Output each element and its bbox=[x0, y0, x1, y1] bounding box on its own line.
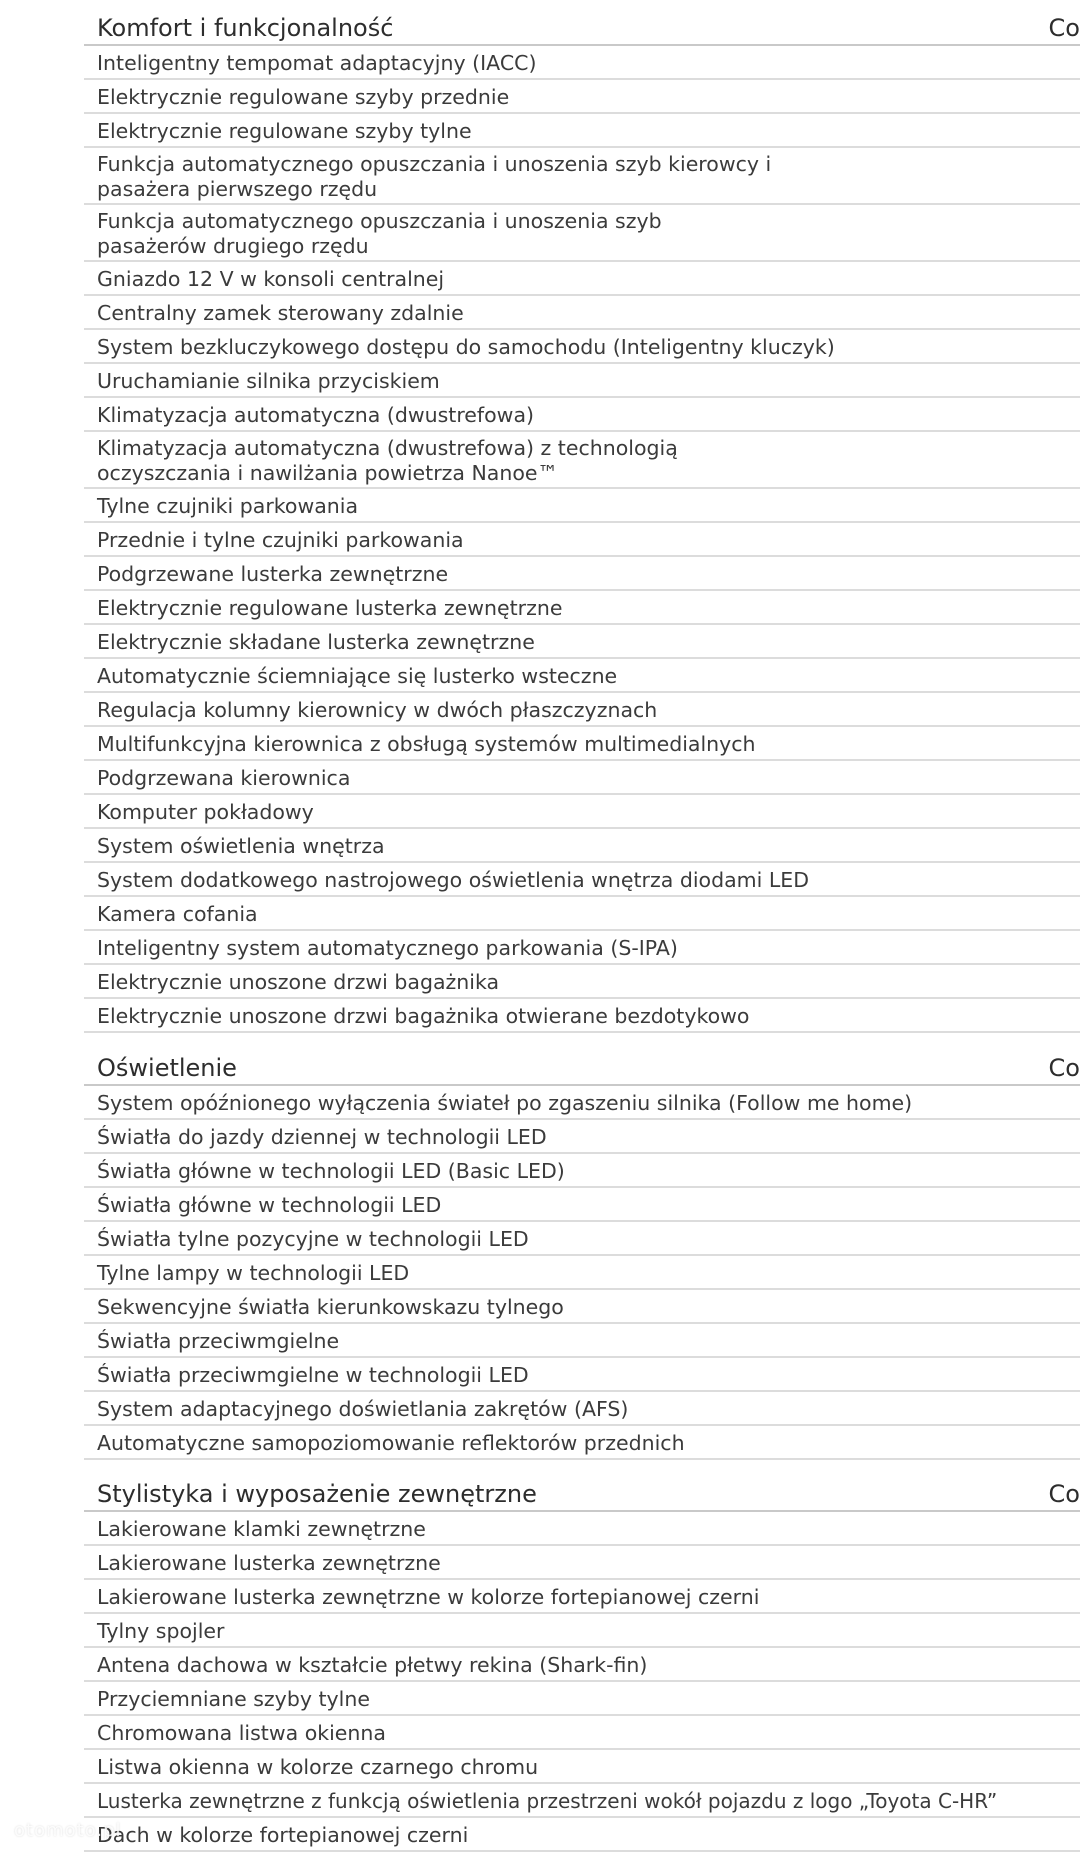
section-header bbox=[84, 1052, 1080, 1086]
list-item: Światła tylne pozycyjne w technologii LED bbox=[84, 1222, 1080, 1256]
section-comfort bbox=[84, 12, 1080, 1033]
watermark-text: otomoto.pl bbox=[14, 1820, 122, 1841]
list-item: Elektrycznie regulowane szyby przednie bbox=[84, 80, 1080, 114]
column-header: Co bbox=[1048, 1054, 1080, 1082]
feature-list bbox=[84, 1512, 1080, 1852]
list-item: Światła do jazdy dziennej w technologii LED bbox=[84, 1120, 1080, 1154]
list-item: Elektrycznie unoszone drzwi bagażnika bbox=[84, 965, 1080, 999]
list-item: Tylne czujniki parkowania bbox=[84, 489, 1080, 523]
section-title: Oświetlenie bbox=[97, 1054, 237, 1082]
list-item: Tylny spojler bbox=[84, 1614, 1080, 1648]
list-item: Lusterka zewnętrzne z funkcją oświetlenia przestrzeni wokół pojazdu z logo „Toyota C-HR” bbox=[84, 1784, 1080, 1818]
list-item: Klimatyzacja automatyczna (dwustrefowa) z technologią oczyszczania i nawilżania powietrza Nanoe™ bbox=[84, 432, 1080, 489]
list-item: Listwa okienna w kolorze czarnego chromu bbox=[84, 1750, 1080, 1784]
list-item: Elektrycznie unoszone drzwi bagażnika otwierane bezdotykowo bbox=[84, 999, 1080, 1033]
list-item: Podgrzewane lusterka zewnętrzne bbox=[84, 557, 1080, 591]
list-item: Tylne lampy w technologii LED bbox=[84, 1256, 1080, 1290]
list-item: Lakierowane klamki zewnętrzne bbox=[84, 1512, 1080, 1546]
list-item: Funkcja automatycznego opuszczania i unoszenia szyb pasażerów drugiego rzędu bbox=[84, 205, 1080, 262]
list-item: Przyciemniane szyby tylne bbox=[84, 1682, 1080, 1716]
list-item: System adaptacyjnego doświetlania zakrętów (AFS) bbox=[84, 1392, 1080, 1426]
list-item: Światła główne w technologii LED bbox=[84, 1188, 1080, 1222]
list-item: Inteligentny system automatycznego parkowania (S-IPA) bbox=[84, 931, 1080, 965]
list-item: Przednie i tylne czujniki parkowania bbox=[84, 523, 1080, 557]
list-item: Automatycznie ściemniające się lusterko wsteczne bbox=[84, 659, 1080, 693]
list-item: Uruchamianie silnika przyciskiem bbox=[84, 364, 1080, 398]
list-item: Gniazdo 12 V w konsoli centralnej bbox=[84, 262, 1080, 296]
list-item: Automatyczne samopoziomowanie reflektorów przednich bbox=[84, 1426, 1080, 1460]
list-item: Inteligentny tempomat adaptacyjny (IACC) bbox=[84, 46, 1080, 80]
section-header bbox=[84, 1478, 1080, 1512]
list-item: Elektrycznie regulowane szyby tylne bbox=[84, 114, 1080, 148]
list-item: Antena dachowa w kształcie płetwy rekina (Shark-fin) bbox=[84, 1648, 1080, 1682]
section-header bbox=[84, 12, 1080, 46]
section-exterior bbox=[84, 1478, 1080, 1852]
list-item: System bezkluczykowego dostępu do samochodu (Inteligentny kluczyk) bbox=[84, 330, 1080, 364]
list-item: Światła główne w technologii LED (Basic LED) bbox=[84, 1154, 1080, 1188]
section-lighting bbox=[84, 1052, 1080, 1460]
list-item: Światła przeciwmgielne bbox=[84, 1324, 1080, 1358]
column-header: Co bbox=[1048, 1480, 1080, 1508]
list-item: System oświetlenia wnętrza bbox=[84, 829, 1080, 863]
list-item: Klimatyzacja automatyczna (dwustrefowa) bbox=[84, 398, 1080, 432]
list-item: Centralny zamek sterowany zdalnie bbox=[84, 296, 1080, 330]
section-title: Stylistyka i wyposażenie zewnętrzne bbox=[97, 1480, 537, 1508]
list-item: Kamera cofania bbox=[84, 897, 1080, 931]
list-item: Multifunkcyjna kierownica z obsługą systemów multimedialnych bbox=[84, 727, 1080, 761]
column-header: Co bbox=[1048, 14, 1080, 42]
list-item: Sekwencyjne światła kierunkowskazu tylnego bbox=[84, 1290, 1080, 1324]
list-item: Lakierowane lusterka zewnętrzne bbox=[84, 1546, 1080, 1580]
feature-list bbox=[84, 1086, 1080, 1460]
list-item: System opóźnionego wyłączenia świateł po zgaszeniu silnika (Follow me home) bbox=[84, 1086, 1080, 1120]
list-item: Funkcja automatycznego opuszczania i unoszenia szyb kierowcy i pasażera pierwszego rzędu bbox=[84, 148, 1080, 205]
list-item: Lakierowane lusterka zewnętrzne w kolorze fortepianowej czerni bbox=[84, 1580, 1080, 1614]
list-item: Komputer pokładowy bbox=[84, 795, 1080, 829]
list-item: Regulacja kolumny kierownicy w dwóch płaszczyznach bbox=[84, 693, 1080, 727]
list-item: Elektrycznie składane lusterka zewnętrzne bbox=[84, 625, 1080, 659]
list-item: Chromowana listwa okienna bbox=[84, 1716, 1080, 1750]
list-item: System dodatkowego nastrojowego oświetlenia wnętrza diodami LED bbox=[84, 863, 1080, 897]
feature-list bbox=[84, 46, 1080, 1033]
list-item: Elektrycznie regulowane lusterka zewnętrzne bbox=[84, 591, 1080, 625]
list-item: Światła przeciwmgielne w technologii LED bbox=[84, 1358, 1080, 1392]
list-item: Dach w kolorze fortepianowej czerni bbox=[84, 1818, 1080, 1852]
section-title: Komfort i funkcjonalność bbox=[97, 14, 394, 42]
list-item: Podgrzewana kierownica bbox=[84, 761, 1080, 795]
